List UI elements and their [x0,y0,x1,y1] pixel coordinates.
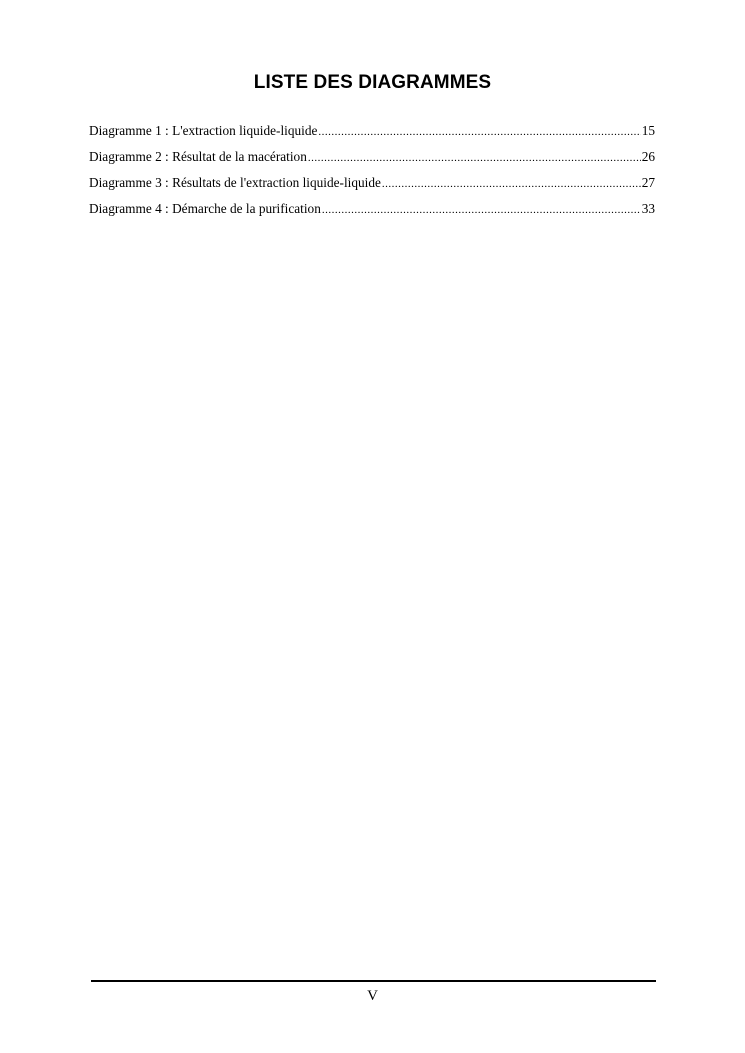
toc-entry-diagramme-3[interactable] [89,174,655,200]
dot-leader [308,149,641,167]
dot-leader [382,175,641,193]
toc-entry-label: Diagramme 4 : Démarche de la purification [89,201,321,216]
toc-entry-label: Diagramme 3 : Résultats de l'extraction liquide-liquide [89,175,381,190]
page-title: LISTE DES DIAGRAMMES [253,72,492,93]
footer-divider [91,980,656,982]
toc-entry-label: Diagramme 2 : Résultat de la macération [89,149,307,164]
toc-entry-page: 27 [641,175,655,190]
toc-entry-diagramme-2[interactable] [89,148,655,174]
toc-entry-diagramme-1[interactable] [89,122,655,148]
dot-leader [318,123,640,141]
diagram-list [89,122,655,226]
toc-entry-page: 26 [641,149,655,164]
dot-leader [322,201,641,219]
page-number: V [367,988,378,1004]
toc-entry-diagramme-4[interactable] [89,200,655,226]
toc-entry-page: 33 [641,201,655,216]
toc-entry-page: 15 [641,123,655,138]
toc-entry-label: Diagramme 1 : L'extraction liquide-liquide [89,123,318,138]
